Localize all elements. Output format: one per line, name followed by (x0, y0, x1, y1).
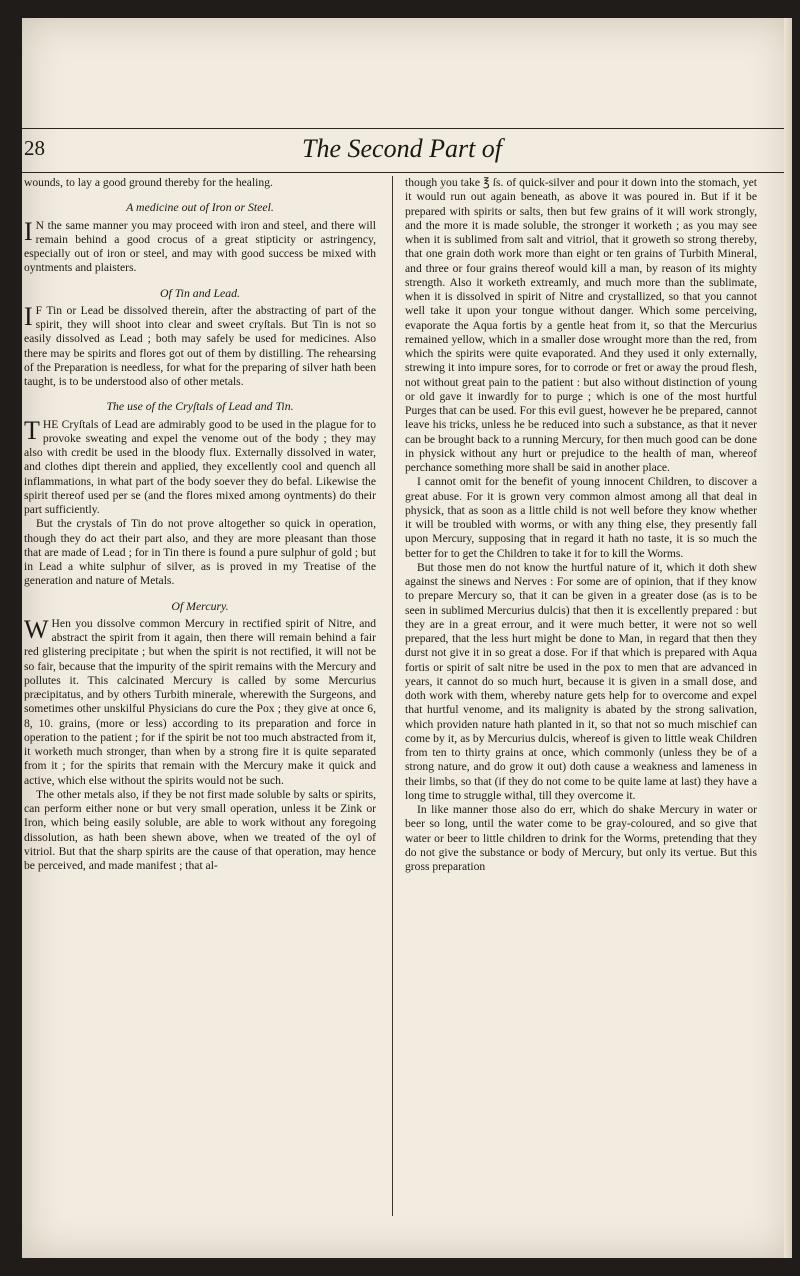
paragraph: though you take ℥ ſs. of quick-silver and pour it down into the stomach, yet it would run out again beneath, as above it was poured in. But if it be prepared with spirits or salts, then but few grains of it will work strongly, and the more it is made soluble, the stronger it worketh ; as you may see when it is sublimed from salt and vitriol, that it groweth so strong thereby, that one grain doth work more than eight or ten grains of Turbith Mineral, and three or four grains thereof would kill a man, by reason of its mighty strength. Also it worketh extreamly, and much more than the sublimate, when it is dissolved in spirit of Nitre and crystallized, so that you cannot well take it upon your tongue without danger. Which some perceiving, evaporate the Aqua fortis by a gentle heat from it, so that the Mercurius remained yellow, which in a smaller dose wrought more than the red, from which the spirits were quite evaporated. And they used it only externally, strewing it into impure sores, for to corrode or fret or away the proud flesh, not without great pain to the patient : but also without distinction of young or old gave it inwardly for to purge ; which is one of the most hurtful Purges that can be used. For this evil guest, however he be prepared, cannot leave his tricks, unless he be reduced into such a substance, as that it never can be brought back to a running Mercury, for then much good can be done in physick without any hurt or prejudice to the health of man, whereof perchance something more shall be said in another place. (405, 176, 757, 474)
header-rule (22, 172, 787, 173)
paragraph: wounds, to lay a good ground thereby for the healing. (24, 176, 273, 189)
paragraph: WHen you dissolve common Mercury in rectified spirit of Nitre, and abstract the spirit from it again, then there will remain behind a fair red glistering precipitate ; but when the spirit is not rectified, it will not be so fair, because that the impurity of the spirit remains with the Mercury and pollutes it. This calcinated Mercury is called by some Mercurius præcipitatus, and by others Turbith minerale, wherewith the Surgeons, and sometimes other unskilful Physicians do cure the Pox ; they give at once 6, 8, 10. grains, (more or less) according to its preparation and force in operation to the patient ; for if the spirit be not too much abstracted from it, it worketh much stronger, than when by a strong fire it is quite separated from it ; for the spirits that remain with the Mercury make it quick and active, which else without the spirits would not be such. (24, 614, 376, 787)
paragraph: IF Tin or Lead be dissolved therein, after the abstracting of part of the spirit, they will shoot into clear and sweet cryſtals. But Tin is not so easily dissolved as Lead ; both may safely be used for medicines. Also there may be spirits and flores got out of them by distilling. The rehearsing of the Preparation is needless, for what for the preparing of silver hath been taught, is to be understood also of other metals. (24, 301, 376, 388)
paragraph: But those men do not know the hurtful nature of it, which it doth shew against the sinews and Nerves : For some are of opinion, that if they know to prepare Mercury so, that it can be given in a greater dose (as is to be seen in sublimed Mercurius dulcis) that then it is excellently prepared : but they are in a great errour, and it were much better, it were not so well prepared, that the less hurt might be done to Man, in regard that then they durst not give it in so great a dose. For if that which is prepared with Aqua fortis or spirit of salt nitre be used in the pox to men that are advanced in years, it cannot do so much hurt, because it is given in a small dose, and doth work with them, whereby nature gets help for to overcome and expel that hurtful venome, and its malignity is abated by the strong salivation, which providen nature hath planted in it, so that not so much mischief can come by it, as by Mercurius dulcis, whereof is given to little weak Children from ten to thirty grains at once, which commonly (unless they be of a strong nature, and do grow it out) doth cause a weakness and lameness in their limbs, so that (if they do not come to be quite lame at last) they have a long time to struggle withal, till they overcome it. (405, 560, 757, 802)
left-column (24, 176, 376, 1276)
section-heading: A medicine out of Iron or Steel. (126, 200, 274, 215)
paragraph: I cannot omit for the benefit of young innocent Children, to discover a great abuse. For it is grown very common almost among all that deal in physick, that as soon as a little child is not well before they know whether it will be troubled with worms, or with any thing else, they presently fall upon Mercury, supposing that in regard it hath no taste, it is so much the better for to get the Children to take it for to kill the Worms. (405, 475, 757, 560)
paragraph: The other metals also, if they be not first made soluble by salts or spirits, can perform either none or but very small operation, unless it be Zink or Iron, which being easily soluble, are able to work without any foregoing dissolution, as hath been shewn above, when we treated of the oyl of vitriol. But that the sharp spirits are the cause of that operation, may hence be perceived, and made manifest ; that al- (24, 787, 376, 872)
top-rule (22, 128, 787, 129)
section-heading: The use of the Cryſtals of Lead and Tin. (106, 399, 294, 414)
paragraph: But the crystals of Tin do not prove altogether so quick in operation, though they do act their part also, and they are more pleasant than those that are made of Lead ; for in Tin there is found a pure sulphur of gold ; but in Lead a white sulphur of silver, as is proved in my Treatise of the generation and nature of Metals. (24, 517, 376, 588)
page-header (22, 134, 787, 170)
paragraph: THE Cryſtals of Lead are admirably good to be used in the plague for to provoke sweating and expel the venome out of the body ; they may also with credit be used in the bloody flux. Externally dissolved in water, and clothes dipt therein and applied, they excellently cool and quench all inflammations, in what part of the body soever they do befal. Likewise the spirit thereof used per se (and the flores mixed among oyntments) do their part sufficiently. (24, 415, 376, 516)
page-edge (784, 18, 792, 1258)
section-heading: Of Mercury. (171, 598, 229, 613)
right-column (405, 176, 757, 1276)
printed-area (22, 128, 782, 1248)
running-head: The Second Part of (302, 134, 503, 163)
paragraph: In like manner those also do err, which do shake Mercury in water or beer so long, until the water come to be gray-coloured, and so give that water or beer to little children to drink for the Worms, pretending that they do not give the substance or body of Mercury, but only its vertue. But this gross preparation (405, 803, 757, 873)
paragraph: IN the same manner you may proceed with iron and steel, and there will remain behind a good crocus of a great stipticity or astringency, especially out of iron or steel, and may with good success be mixed with oyntments and plaisters. (24, 216, 376, 275)
section-heading: Of Tin and Lead. (160, 285, 240, 300)
column-divider (392, 176, 393, 1216)
page-number: 28 (24, 136, 45, 160)
book-page (22, 18, 792, 1258)
